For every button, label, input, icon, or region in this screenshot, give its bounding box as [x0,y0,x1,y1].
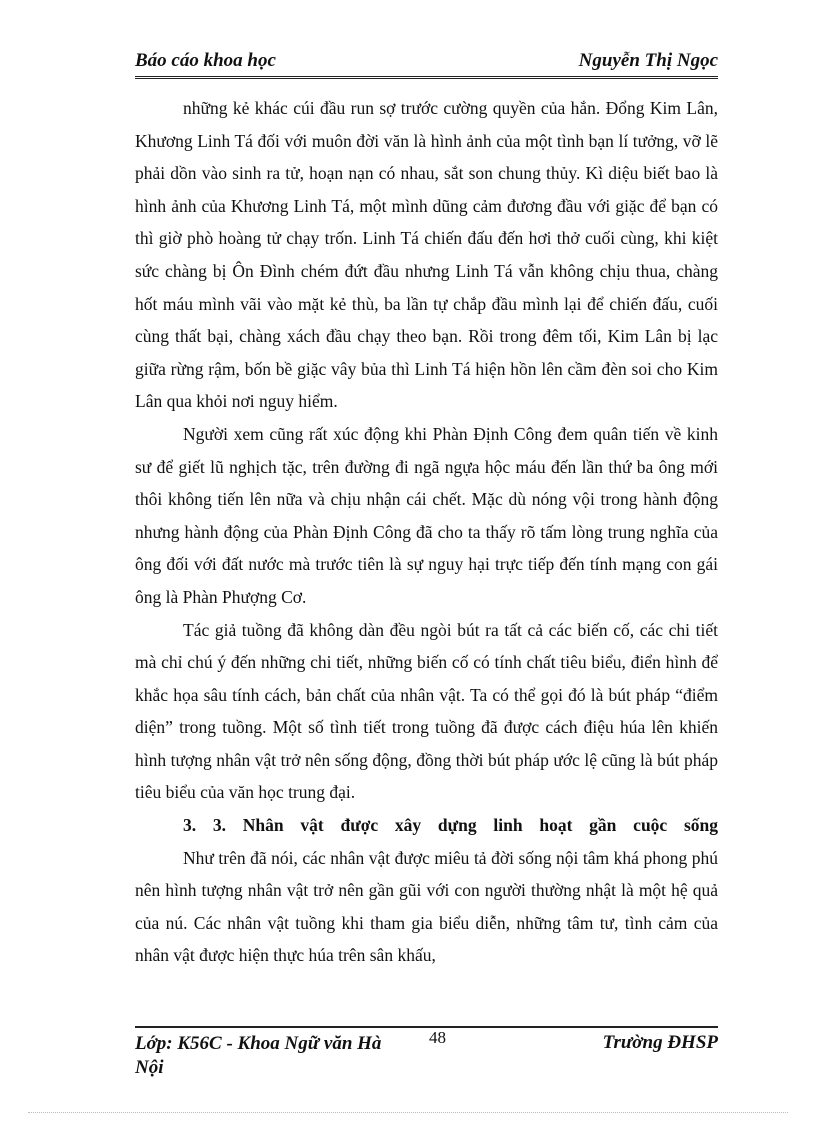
bottom-dotted-divider [28,1112,788,1113]
footer-class-info: Lớp: K56C - Khoa Ngữ văn Hà Nội [135,1033,382,1078]
paragraph-3: Tác giả tuồng đã không dàn đều ngòi bút ra tất cả các biến cố, các chi tiết mà chỉ chú ý đến những chi tiết, những biến cố có tính chất tiêu biểu, điển hình để khắc họa sâu tính cách, bản chất của nhân vật. Ta có thể gọi đó là bút pháp “điểm diện” trong tuồng. Một số tình tiết trong tuồng đã được cách điệu húa lên khiến hình tượng nhân vật trở nên sống động, đồng thời bút pháp ước lệ cũng là bút pháp tiêu biểu của văn học trung đại. [135,619,718,803]
paragraph-2: Người xem cũng rất xúc động khi Phàn Định Công đem quân tiến về kinh sư để giết lũ nghịch tặc, trên đường đi ngã ngựa hộc máu đến lần thứ ba ông mới thôi không tiến lên nữa và chịu nhận cái chết. Mặc dù nóng vội trong hành động nhưng hành động của Phàn Định Công đã cho ta thấy rõ tấm lòng trung nghĩa của ông đối với đất nước mà trước tiên là sự nguy hại trực tiếp đến tính mạng con gái ông là Phàn Phượng Cơ. [135,423,718,607]
section-heading: 3. 3. Nhân vật được xây dựng linh hoạt gần cuộc sống [183,815,718,836]
page-header [135,48,718,79]
header-left-title: Báo cáo khoa học [135,50,276,71]
header-author: Nguyễn Thị Ngọc [578,50,718,71]
footer-school: Trường ĐHSP [602,1032,718,1053]
page-body [135,92,718,972]
page-number: 48 [429,1028,446,1047]
paragraph-4: Như trên đã nói, các nhân vật được miêu tả đời sống nội tâm khá phong phú nên hình tượng nhân vật trở nên gần gũi với con người thường nhật là một hệ quả của nú. Các nhân vật tuồng khi tham gia biểu diễn, những tâm tư, tình cảm của nhân vật được hiện thực húa trên sân khấu, [135,847,718,966]
paragraph-1: những kẻ khác cúi đầu run sợ trước cường quyền của hắn. Đổng Kim Lân, Khương Linh Tá đối với muôn đời văn là hình ảnh của một tình bạn lí tưởng, vỡ lẽ phải dồn vào sinh ra tử, hoạn nạn có nhau, sắt son chung thủy. Kì diệu biết bao là hình ảnh của Khương Linh Tá, một mình dũng cảm đương đầu với giặc để bạn có thì giờ phò hoàng tử chạy trốn. Linh Tá chiến đấu đến hơi thở cuối cùng, khi kiệt sức chàng bị Ôn Đình chém đứt đầu nhưng Linh Tá vẫn không chịu thua, chàng hốt máu mình vãi vào mặt kẻ thù, ba lần tự chắp đầu mình lại để chiến đấu, cuối cùng thất bại, chàng xách đầu chạy theo bạn. Rồi trong đêm tối, Kim Lân bị lạc giữa rừng rậm, bốn bề giặc vây bủa thì Linh Tá hiện hồn lên cầm đèn soi cho Kim Lân qua khỏi nơi nguy hiểm. [135,98,718,412]
page-footer [135,1026,718,1078]
